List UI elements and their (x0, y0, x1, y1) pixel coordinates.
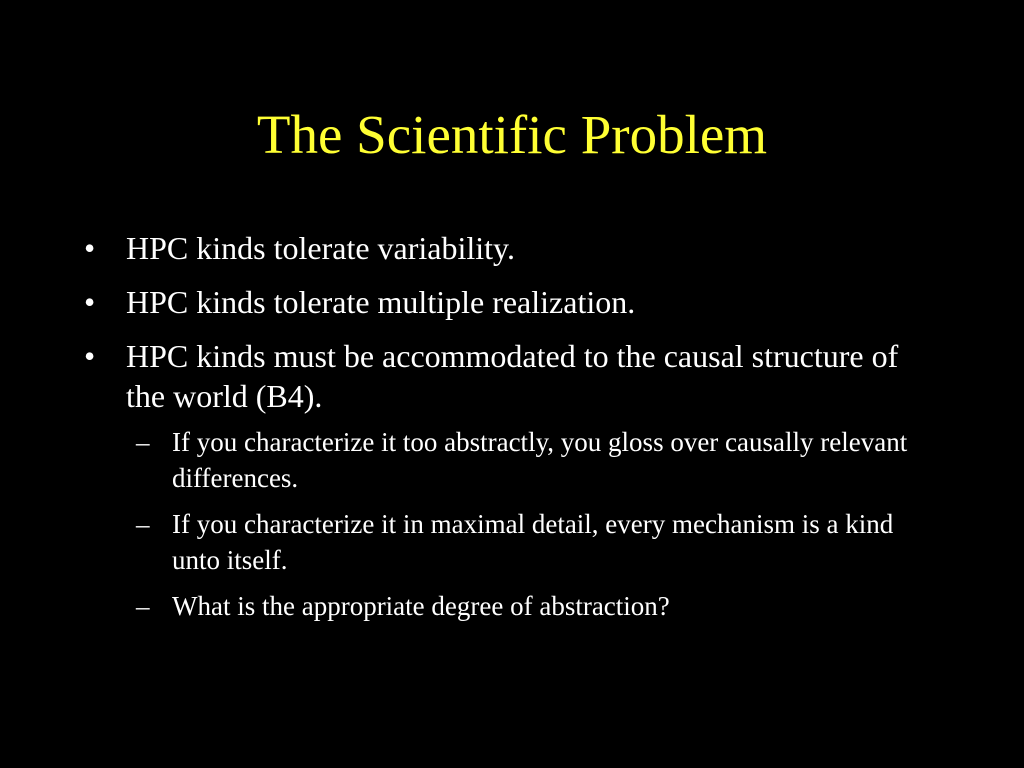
sub-bullet-item (126, 506, 944, 578)
sub-bullet-text: What is the appropriate degree of abstraction? (172, 591, 670, 621)
sub-bullet-list (126, 424, 944, 624)
slide-title: The Scientific Problem (256, 104, 768, 165)
bullet-item (84, 336, 944, 624)
bullet-text: HPC kinds must be accommodated to the causal structure of the world (B4). (126, 338, 899, 414)
bullet-text: HPC kinds tolerate variability. (126, 230, 515, 266)
sub-bullet-text: If you characterize it too abstractly, you gloss over causally relevant differences. (172, 427, 908, 493)
bullet-list (84, 228, 944, 638)
sub-bullet-item (126, 588, 944, 624)
sub-bullet-text: If you characterize it in maximal detail, every mechanism is a kind unto itself. (172, 509, 894, 575)
bullet-item (84, 282, 944, 322)
bullet-item (84, 228, 944, 268)
dash-icon: – (136, 509, 150, 539)
bullet-icon: • (84, 284, 96, 320)
bullet-text: HPC kinds tolerate multiple realization. (126, 284, 636, 320)
bullet-icon: • (84, 230, 96, 266)
dash-icon: – (136, 427, 150, 457)
dash-icon: – (136, 591, 150, 621)
sub-bullet-item (126, 424, 944, 496)
bullet-icon: • (84, 338, 96, 374)
